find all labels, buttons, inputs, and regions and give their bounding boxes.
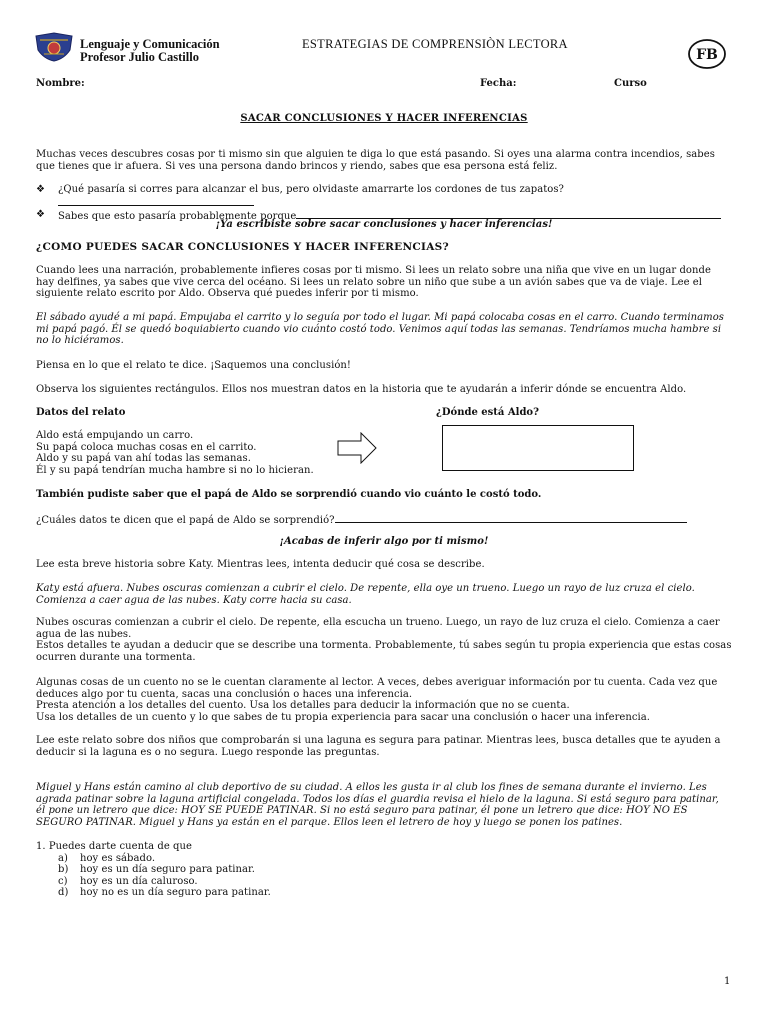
which-data-line	[36, 513, 726, 527]
story-aldo: El sábado ayudé a mi papá. Empujaba el carrito y lo seguía por todo el lugar. Mi papá colocaba cosas en el carro. Cuando terminamos mi papá pagó. Él se quedó boquiabierto cuando vio cuánto costó todo. Venimos aquí todas las semanas. Tendríamos mucha hambre si no lo hiciéramos.	[36, 312, 724, 347]
think-text: Piensa en lo que el relato te dice. ¡Saquemos una conclusión!	[36, 360, 351, 371]
question-1	[36, 841, 536, 899]
section-title: SACAR CONCLUSIONES Y HACER INFERENCIAS	[240, 113, 528, 124]
school-emblem	[34, 32, 74, 62]
option-b[interactable]: b) hoy es un día seguro para patinar.	[58, 864, 256, 876]
bullet-marker-icon: ❖	[36, 184, 46, 195]
course-label: Curso	[614, 78, 647, 89]
bullet-marker-icon: ❖	[36, 209, 46, 221]
school-logo	[688, 39, 726, 69]
answer-line[interactable]	[335, 513, 687, 523]
teacher-name: Profesor Julio Castillo	[80, 50, 199, 64]
option-d[interactable]: d) hoy no es un día seguro para patinar.	[58, 887, 271, 899]
info-line: Usa los detalles de un cuento y lo que sabes de tu propia experiencia para sacar una conclusión o hacer una inferencia.	[36, 711, 651, 723]
note-inferred: ¡Acabas de inferir algo por ti mismo!	[279, 536, 489, 547]
data-heading: Datos del relato	[36, 407, 126, 418]
info-line: Presta atención a los detalles del cuento. Usa los detalles para deducir la información que no se cuenta.	[36, 700, 570, 712]
bullet-text: Sabes que esto pasaría probablemente porque	[58, 211, 297, 223]
question-prompt: 1. Puedes darte cuenta de que	[36, 841, 192, 852]
info-paragraph	[36, 677, 726, 723]
data-line: Él y su papá tendrían mucha hambre si no lo hicieran.	[36, 464, 314, 476]
storm-line: Estos detalles te ayudan a deducir que se describe una tormenta. Probablemente, tú sabes según tu propia experiencia que estas cosas ocurren durante una tormenta.	[36, 640, 732, 663]
data-line: Aldo está empujando un carro.	[36, 430, 194, 441]
date-label: Fecha:	[480, 78, 517, 89]
answer-line[interactable]	[58, 196, 254, 206]
option-a[interactable]: a) hoy es sábado.	[58, 852, 156, 864]
which-data-question: ¿Cuáles datos te dicen que el papá de Aldo se sorprendió?	[36, 515, 335, 526]
katy-intro: Lee esta breve historia sobre Katy. Mientras lees, intenta deducir qué cosa se describe.	[36, 559, 485, 570]
question-heading: ¿COMO PUEDES SACAR CONCLUSIONES Y HACER INFERENCIAS?	[36, 241, 450, 253]
intro-paragraph: Muchas veces descubres cosas por ti mismo sin que alguien te diga lo que está pasando. Si oyes una alarma contra incendios, sabes que tienes que ir afuera. Si ves una persona dando brincos y riendo, sabes que esa persona está feliz.	[36, 149, 715, 172]
arrow-icon	[337, 432, 377, 464]
data-line: Su papá coloca muchas cosas en el carrito.	[36, 441, 257, 453]
paragraph-1: Cuando lees una narración, probablemente infieres cosas por ti mismo. Si lees un relato sobre una niña que vive en un lugar donde hay delfines, ya sabes que vive cerca del océano. Si lees un relato sobre un niño que sube a un avión sabes que va de viaje. Lee el siguiente relato escrito por Aldo. Observa qué puedes inferir por ti mismo.	[36, 265, 711, 300]
document-title: ESTRATEGIAS DE COMPRENSIÒN LECTORA	[302, 37, 568, 51]
katy-story: Katy está afuera. Nubes oscuras comienzan a cubrir el cielo. De repente, ella oye un trueno. Luego un rayo de luz cruza el cielo. Comienza a caer agua de las nubes. Katy corre hacia su casa.	[36, 583, 695, 606]
also-text: También pudiste saber que el papá de Aldo se sorprendió cuando vio cuánto le costó todo.	[36, 489, 542, 500]
bullet-text: ¿Qué pasaría si corres para alcanzar el bus, pero olvidaste amarrarte los cordones de tus zapatos?	[58, 184, 564, 195]
skate-story: Miguel y Hans están camino al club deportivo de su ciudad. A ellos les gusta ir al club los fines de semana durante el invierno. Les agrada patinar sobre la laguna artificial congelada. Todos los días el guardia revisa el hielo de la laguna. Si está seguro para patinar, él pone un letrero que dice: HOY SE PUEDE PATINAR. Si no está seguro para patinar, él pone un letrero que dice: HOY NO ES SEGURO PATINAR. Miguel y Hans ya están en el parque. Ellos leen el letrero de hoy y luego se ponen los patines.	[36, 782, 719, 828]
data-line: Aldo y su papá van ahí todas las semanas.	[36, 453, 251, 465]
bullet-item	[36, 184, 726, 209]
where-heading: ¿Dónde está Aldo?	[436, 407, 539, 418]
page-number: 1	[724, 976, 731, 987]
skate-intro: Lee este relato sobre dos niños que comprobarán si una laguna es segura para patinar. Mientras lees, busca detalles que te ayuden a deducir si la laguna es o no segura. Luego responde las preguntas.	[36, 735, 721, 758]
answer-line[interactable]	[296, 209, 721, 219]
storm-paragraph	[36, 617, 734, 663]
name-label: Nombre:	[36, 78, 85, 89]
data-lines	[36, 430, 336, 476]
observe-text: Observa los siguientes rectángulos. Ellos nos muestran datos en la historia que te ayudarán a inferir dónde se encuentra Aldo.	[36, 384, 687, 395]
subject-title: Lenguaje y Comunicación	[80, 37, 220, 51]
note-written: ¡Ya escribiste sobre sacar conclusiones y hacer inferencias!	[215, 219, 553, 230]
answer-box[interactable]	[442, 425, 634, 471]
school-shield-icon	[34, 32, 74, 62]
logo-text: FB	[696, 47, 718, 63]
option-c[interactable]: c) hoy es un día caluroso.	[58, 875, 198, 887]
storm-line: Nubes oscuras comienzan a cubrir el cielo. De repente, ella escucha un trueno. Luego, un rayo de luz cruza el cielo. Comienza a caer agua de las nubes.	[36, 617, 720, 640]
info-line: Algunas cosas de un cuento no se le cuentan claramente al lector. A veces, debes averiguar información por tu cuenta. Cada vez que deduces algo por tu cuenta, sacas una conclusión o haces una inferencia.	[36, 677, 718, 700]
bullet-list	[36, 184, 726, 223]
